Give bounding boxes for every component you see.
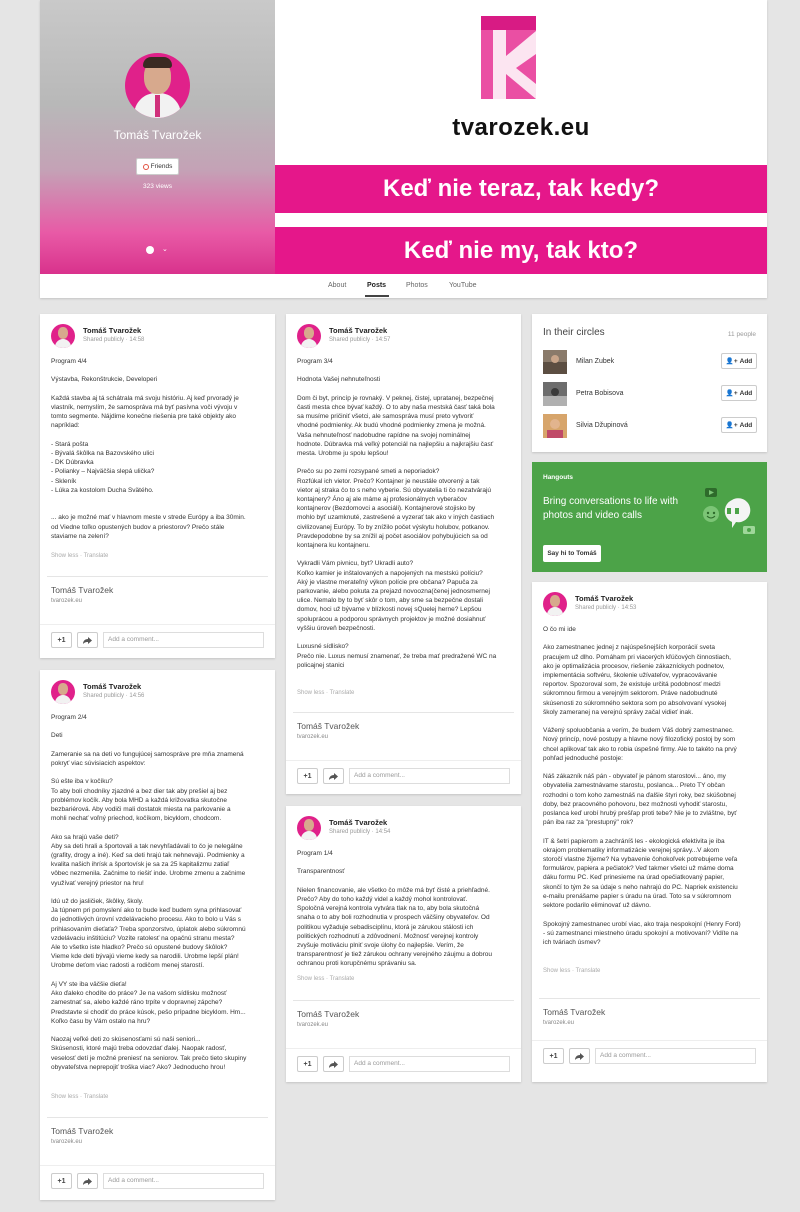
friends-button[interactable]	[136, 158, 179, 175]
friends-label: Friends	[150, 163, 173, 170]
post-meta: Shared publicly · 14:53	[575, 605, 637, 611]
post-meta: Shared publicly · 14:57	[329, 337, 391, 343]
share-icon	[83, 637, 92, 644]
post-links: Show less · Translate	[297, 690, 355, 696]
show-less-link[interactable]: Show less	[51, 553, 79, 559]
hangouts-message: Bring conversations to life with photos and video calls	[543, 496, 679, 521]
circles-card	[532, 314, 767, 452]
share-icon	[575, 1053, 584, 1060]
chat-bubble-icon[interactable]	[146, 246, 154, 254]
plus-one-button[interactable]: +1	[51, 1173, 72, 1189]
chevron-down-icon[interactable]: ⌄	[162, 246, 168, 253]
link-preview[interactable]	[293, 712, 514, 747]
post-meta: Shared publicly · 14:56	[83, 693, 145, 699]
post-links: Show less · Translate	[543, 968, 601, 974]
tab-photos[interactable]: Photos	[406, 282, 428, 289]
translate-link[interactable]: Translate	[329, 690, 355, 696]
post-card	[286, 314, 521, 794]
link-preview[interactable]	[293, 1000, 514, 1035]
profile-avatar[interactable]	[125, 53, 190, 118]
share-icon	[329, 773, 338, 780]
slogan-2: Keď nie my, tak kto?	[275, 227, 767, 274]
share-button[interactable]	[77, 1173, 98, 1189]
say-hi-button[interactable]: Say hi to Tomáš	[543, 545, 601, 562]
show-less-link[interactable]: Show less	[297, 690, 325, 696]
person-photo-icon	[543, 350, 567, 374]
post-body: Program 4/4 Výstavba, Rekonštrukcie, Developeri Každá stavba aj tá schátrala má svoju históriu. Aj keď prvoradý je vlastník, nemyslím, že samospráva má byť pasívna voči vývoju v tomto segmente. Nájdime konečne riešenia pre také objekty ako napríklad: - Stará pošta - Bývalá škôlka na Bazovského ulici - DK Dúbravka - Polianky – Najväčšia slepá ulička? - Skleník - Lúka za kostolom Ducha Svätého. ... ako je možné mať v hlavnom meste v strede Európy a iba 30min. od Viedne toľko opustených budov a priestorov? Prečo stále staviame na zelení?	[51, 358, 246, 540]
post-author[interactable]: Tomáš Tvarožek	[83, 682, 142, 691]
cover-photo	[275, 0, 767, 274]
post-card	[286, 806, 521, 1082]
person-name: Silvia Džupinová	[576, 422, 628, 429]
post-card	[40, 314, 275, 658]
plus-one-button[interactable]: +1	[51, 632, 72, 648]
person-photo-icon	[543, 414, 567, 438]
plus-one-button[interactable]: +1	[297, 768, 318, 784]
author-avatar[interactable]	[51, 324, 75, 348]
link-title: Tomáš Tvarožek	[51, 1126, 114, 1136]
active-tab-indicator	[365, 295, 389, 297]
post-author[interactable]: Tomáš Tvarožek	[83, 326, 142, 335]
link-preview[interactable]	[47, 576, 268, 611]
translate-link[interactable]: Translate	[575, 968, 601, 974]
circles-title: In their circles	[543, 327, 605, 338]
profile-panel	[40, 0, 275, 274]
circle-person[interactable]	[543, 382, 757, 410]
link-title: Tomáš Tvarožek	[543, 1007, 606, 1017]
add-person-icon: 👤+	[725, 422, 738, 429]
show-less-link[interactable]: Show less	[51, 1094, 79, 1100]
post-author[interactable]: Tomáš Tvarožek	[329, 818, 388, 827]
post-links: Show less · Translate	[51, 553, 109, 559]
tvarozek-logo-icon	[481, 16, 536, 99]
show-less-link[interactable]: Show less	[297, 976, 325, 982]
hangouts-illustration-icon	[697, 484, 759, 546]
post-card	[40, 670, 275, 1200]
author-avatar[interactable]	[297, 324, 321, 348]
plus-one-button[interactable]: +1	[297, 1056, 318, 1072]
link-title: Tomáš Tvarožek	[51, 585, 114, 595]
share-button[interactable]	[77, 632, 98, 648]
circles-count[interactable]: 11 people	[727, 331, 756, 338]
tab-posts[interactable]: Posts	[367, 282, 387, 289]
profile-views: 323 views	[143, 183, 172, 190]
share-icon	[329, 1061, 338, 1068]
slogan-1: Keď nie teraz, tak kedy?	[275, 165, 767, 213]
link-preview[interactable]	[539, 998, 760, 1033]
comment-input[interactable]: Add a comment...	[103, 632, 264, 648]
share-button[interactable]	[323, 1056, 344, 1072]
author-avatar[interactable]	[543, 592, 567, 616]
translate-link[interactable]: Translate	[329, 976, 355, 982]
post-card	[532, 582, 767, 1082]
circle-person[interactable]	[543, 414, 757, 442]
link-domain: tvarozek.eu	[297, 734, 329, 740]
post-body: Program 3/4 Hodnota Vašej nehnuteľnosti Dom či byt, princíp je rovnaký. V peknej, čistej, upratanej, bezpečnej časti mesta chce bývať každý. O to aby naša mestská časť taká bola sa musíme pričiniť všetci, ale samospráva musí preto vytvoriť vhodné podmienky. Ak budú vhodné podmienky zmena je možná. Vaša nehnuteľnosť nadobudne rapídne na svojej nominálnej hodnote. Dúbravka má veľký potenciál na najlepšiu a najkrajšiu časť mesta. Urobme ju spolu lepšou! Prečo su po zemi rozsypané smeti a neporiadok? Rozfúkal ich vietor. Prečo? Kontajner je neustále otvorený a tak vietor aj straka čo to s neho vyberie. Sú obyvatelia ti čo nezatvárajú kontajnery? Áno aj ale máme aj profesionálnych vyberačov kontajnerov (Bezdomovci a asociáli). Kontajnerové stojisko by mohlo byť uzamknuté, zastrešené a vyzerať tak ako v iných častiach civilizovanej Európy. To by znížilo počet výskytu holubov, potkanov. Pravdepodobne by sa znížil aj počet asociálov pohybujúcich sa od kontajnera ku kontajneru. Vykradli Vám pivnicu, byt? Ukradli auto? Koľko kamier je inštalovaných a napojených na mestskú políciu? Aký je vlastne merateľný výkon polície pre občana? Papuča za parkovanie, alebo pokuta za prejazd novoozna(čenej jednosmernej ulice. Nemalo by to byť skôr o tom, aby sme sa bezpečne dostali domov, hoci už bývame v blízkosti novej sQuelej herne? Lepšou spoluprácou a podporou správnych projektov je možné dosiahnuť vyššiu úroveň bezpečnosti. Luxusné sídlisko? Prečo nie. Luxus nemusí znamenať, že treba mať predražené WC na policajnej stanici	[297, 358, 497, 669]
add-to-circles-button[interactable]: 👤+ Add	[721, 385, 757, 401]
post-body: O čo mi ide Ako zamestnanec jednej z najúspešnejších korporácií sveta pracujem už dlho. Pomáham pri viacerých kľúčových činnostiach, ako je optimalizácia procesov, riešenie zákazníckych podnetov, implementácia softvéru, školenie užívateľov, vypracovávanie reportov. Spozoroval som, že existuje určitá podobnosť medzi súkromnou firmou a verejným sektorom. Práve nadobudnuté skúsenosti zo súkromného sektora som po absolvovaní vysokej školy zameranej na verejnú správy začal vidieť inak. Vážený spoluobčania a verím, že budem Váš dobrý zamestnanec. Nový princíp, nové postupy a hlavne nový filozofický postoj by som chcel aplikovať tak ako to robia úspešné firmy. Ale to takéto na prvý pohľad jednoduché postoje: Náš zákazník náš pán - obyvateľ je pánom starostovi... áno, my obyvatelia zamestnávame starostu, poslanca... Preto TY občan rozhodni o tom koho zamestnáš na ďalšie štyri roky, bez skúšobnej doby, bez pracovného pohovoru, bez možnosti vyhodiť starostu, poslanca keď urobí hrubý prešľap proti tebe? Nie je to zvláštne, byť pán iba raz za "prestupný" rok? IT & šetri papierom a zachráníš les - ekologická efektivita je iba okrajom problematiky informatizácie verejnej správy...V akom storočí vlastne žijeme? Na vybavenie čohokoľvek potrebujeme veľa formulárov, papiera a pečiatok? Veď takmer všetci už máme doma dáku formu PC. Keď prinesieme na úrad opečiatkovaný papier, skončí to tým že sa údaje s neho nahrajú do PC. Napriek existenciu e-mailu prenášame papier s úradu na úrad. Toto sa v súkromnom sektore podarilo eliminovať už dávno. Spokojný zamestnanec urobí viac, ako traja nespokojní (Henry Ford) - sú zamestnanci miestneho úradu spokojní a motivovaní? Vidíte na ich tváriach úsmev?	[543, 626, 741, 946]
share-icon	[83, 1178, 92, 1185]
post-meta: Shared publicly · 14:58	[83, 337, 145, 343]
share-button[interactable]	[323, 768, 344, 784]
post-body: Program 1/4 Transparentnosť Nielen financovanie, ale všetko čo môže má byť čisté a priehľadné. Prečo? Aby do toho každý videl a každý mohol kontrolovať. Spoločná verejná kontrola vytvára tlak na to, aby bola skutočná snaha o to aby boli rozhodnutia v prospech väčšiny obyvateľov. Od politikou vyžaduje sebadisciplínu, ktorá je zárukou stálosti ich politických rozhodnutí a zdôvodnení. Možnosť verejnej kontroly zvyšuje motiváciu plniť svoje úlohy čo najlepšie. Verím, že transparentnosť je tiež zárukou ochrany verejného záujmu a dobrou ochranou proti korupčnému správaniu sa.	[297, 850, 493, 968]
post-author[interactable]: Tomáš Tvarožek	[575, 594, 634, 603]
post-links: Show less · Translate	[297, 976, 355, 982]
post-body: Program 2/4 Deti Zameranie sa na deti vo fungujúcej samospráve pre mňa znamená pokryť viac súvisiacich aspektov: Sú ešte iba v kočíku? To aby boli chodníky zjazdné a bez dier tak aby prešiel aj bez problémov kočík. Aby bola MHD a každá križovatka skutočne bezbariérová. Aby vodiči mali dostatok miesta na parkovanie a mohli nechať voľný priechod, kočíkom, bicyklom, chodcom. Ako sa hrajú vaše deti? Aby sa deti hrali a športovali a tak nevyhľadávali to čo je nelegálne (grafity, drogy a iné). Keď sa deti hrajú tak nehnevajú. Podmienky a kvalita našich ihrísk a športovísk je sa za 25 kapitalizmu zatiaľ vôbec nezmenila. Začnime to riešiť inde. Urobme zmenu a začnime využívať verejný priestor na hru! Idú už do jasličiek, škôlky, školy. Ja túpnem pri pomyslení ako to bude keď budem syna prihlasovať do jednotlivých úrovní vzdelávacieho procesu. Ako to bolo u Vás s prihlasovaním dieťaťa? Treba sponzorstvo, úplatok alebo súkromnú vzdelávaciu inštitúciu? Vozíte ratolesť na opačnú stranu mesta? Ale to všetko iste hladko? Prečo sú opustené budovy škôlok? Vieme kde deti bývajú vieme kedy sa narodili. Urobme lepší plán! Urobme deťom viac radosti a rodičom menej starostí. Aj VY ste iba väčšie dieťa! Ako ďaleko chodíte do práce? Je na vašom sídlisku možnosť zamestnať sa, alebo každé ráno trpíte v dopravnej zápche? Predstavte si chodiť do práce kúsok, pešo prípadne bicyklom. Hm... Koľko času by Vám ostalo na hru? Naozaj veľké deti zo skúsenosťami sú naši seniori... Skúsenosti, ktoré majú treba odovzdať ďalej. Naopak radosť, veselosť detí je možné preniesť na seniorov. Tak prečo tieto skupiny obyvateľstva neprepojiť troška viac? Ako? Jednoducho hrou!	[51, 714, 247, 1071]
post-actions	[40, 624, 275, 654]
circle-person[interactable]	[543, 350, 757, 378]
profile-name: Tomáš Tvarožek	[113, 128, 202, 142]
comment-input[interactable]: Add a comment...	[349, 768, 510, 784]
link-domain: tvarozek.eu	[51, 1139, 83, 1145]
post-actions	[532, 1040, 767, 1070]
link-domain: tvarozek.eu	[543, 1020, 575, 1026]
author-avatar[interactable]	[297, 816, 321, 840]
author-avatar[interactable]	[51, 680, 75, 704]
hangouts-title: Hangouts	[543, 474, 573, 481]
show-less-link[interactable]: Show less	[543, 968, 571, 974]
comment-input[interactable]: Add a comment...	[349, 1056, 510, 1072]
post-actions	[286, 760, 521, 790]
add-to-circles-button[interactable]: 👤+ Add	[721, 417, 757, 433]
person-name: Milan Zubek	[576, 358, 615, 365]
circles-icon	[143, 164, 149, 170]
plus-one-button[interactable]: +1	[543, 1048, 564, 1064]
person-photo-icon	[543, 382, 567, 406]
link-preview[interactable]	[47, 1117, 268, 1152]
link-domain: tvarozek.eu	[297, 1022, 329, 1028]
profile-tabs	[40, 274, 767, 298]
hangouts-card	[532, 462, 767, 572]
translate-link[interactable]: Translate	[83, 1094, 109, 1100]
post-author[interactable]: Tomáš Tvarožek	[329, 326, 388, 335]
post-links: Show less · Translate	[51, 1094, 109, 1100]
post-actions	[286, 1048, 521, 1078]
link-domain: tvarozek.eu	[51, 598, 83, 604]
post-meta: Shared publicly · 14:54	[329, 829, 391, 835]
add-person-icon: 👤+	[725, 390, 738, 397]
link-title: Tomáš Tvarožek	[297, 721, 360, 731]
tab-about[interactable]: About	[328, 282, 347, 289]
site-title: tvarozek.eu	[452, 114, 590, 141]
share-button[interactable]	[569, 1048, 590, 1064]
tab-youtube[interactable]: YouTube	[449, 282, 477, 289]
add-person-icon: 👤+	[725, 358, 738, 365]
comment-input[interactable]: Add a comment...	[103, 1173, 264, 1189]
link-title: Tomáš Tvarožek	[297, 1009, 360, 1019]
add-to-circles-button[interactable]: 👤+ Add	[721, 353, 757, 369]
post-actions	[40, 1165, 275, 1195]
person-name: Petra Bobisova	[576, 390, 624, 397]
translate-link[interactable]: Translate	[83, 553, 109, 559]
profile-header	[40, 0, 767, 298]
comment-input[interactable]: Add a comment...	[595, 1048, 756, 1064]
